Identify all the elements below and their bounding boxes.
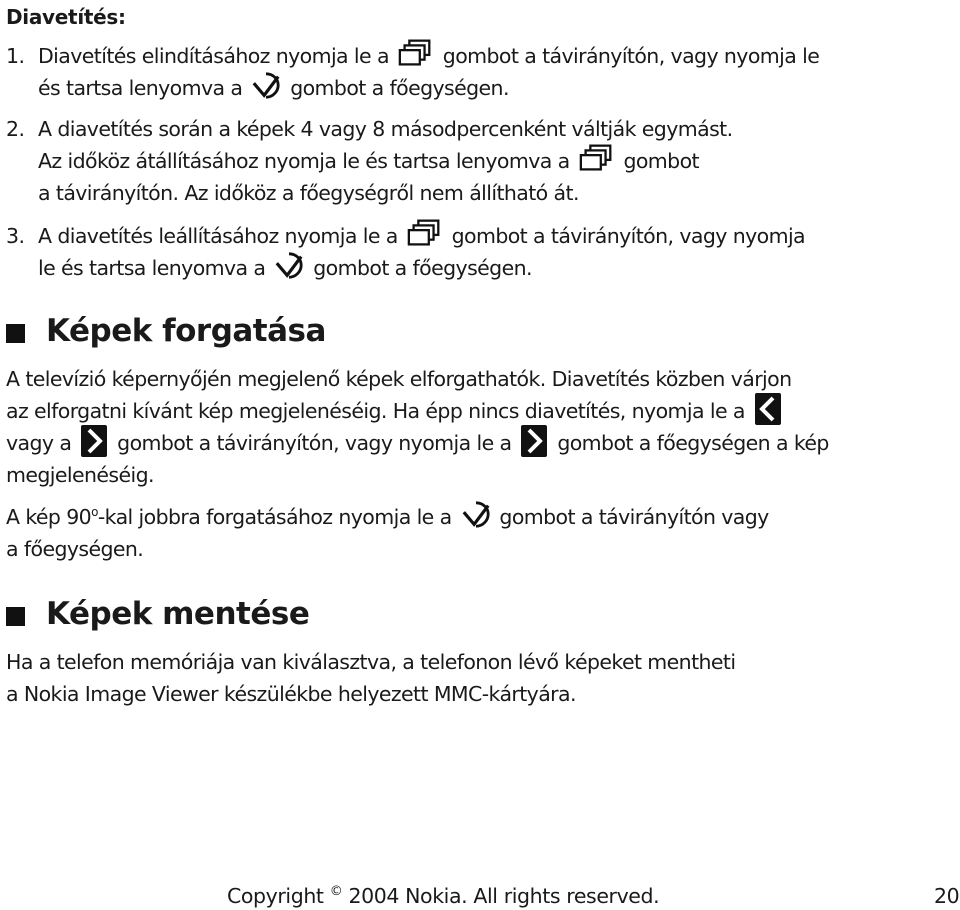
section-bullet <box>6 607 25 630</box>
paragraph-line: vagy a gombot a távirányítón, vagy nyomja le a gombot a főegységen a kép <box>6 431 829 457</box>
select-check-icon <box>273 251 305 281</box>
slideshow-icon <box>406 218 444 248</box>
section-title-forgatas: Képek forgatása <box>46 313 326 349</box>
left-arrow-key-icon <box>755 393 781 425</box>
list-item-number: 1. <box>6 44 25 68</box>
select-check-icon <box>250 71 282 101</box>
list-item-number: 3. <box>6 224 25 248</box>
list-item-text: le és tartsa lenyomva a gombot a főegységen. <box>38 256 532 281</box>
slideshow-icon <box>578 143 616 173</box>
select-check-icon <box>460 500 492 530</box>
list-item-text: Diavetítés elindításához nyomja le a gombot a távirányítón, vagy nyomja le <box>38 44 819 68</box>
paragraph-line: a főegységen. <box>6 537 144 561</box>
list-item-text: A diavetítés során a képek 4 vagy 8 másodpercenként váltják egymást. <box>38 117 733 141</box>
paragraph-line: A kép 90$^o$-kal jobbra forgatásához nyomja le a gombot a távirányítón vagy <box>6 505 769 530</box>
page-number: 20 <box>934 884 960 908</box>
list-item-number: 2. <box>6 117 25 141</box>
section-title-mentes: Képek mentése <box>46 596 310 632</box>
list-item-text: a távirányítón. Az időköz a főegységről nem állítható át. <box>38 181 579 205</box>
paragraph-line: Ha a telefon memóriája van kiválasztva, a telefonon lévő képeket mentheti <box>6 650 736 674</box>
paragraph-line: az elforgatni kívánt kép megjelenéséig. Ha épp nincs diavetítés, nyomja le a <box>6 399 781 425</box>
right-arrow-key-icon <box>81 425 107 457</box>
paragraph-line: a Nokia Image Viewer készülékbe helyezett MMC-kártyára. <box>6 682 576 706</box>
list-item-text: és tartsa lenyomva a gombot a főegységen. <box>38 76 509 101</box>
slideshow-icon <box>397 38 435 68</box>
paragraph-line: megjelenéséig. <box>6 463 154 487</box>
copyright-symbol: © <box>329 884 343 900</box>
copyright-notice: Copyright © 2004 Nokia. All rights reserved. <box>227 884 660 908</box>
list-item-text: Az időköz átállításához nyomja le és tartsa lenyomva a gombot <box>38 149 699 173</box>
section-bullet <box>6 324 25 347</box>
list-item-text: A diavetítés leállításához nyomja le a gombot a távirányítón, vagy nyomja <box>38 224 805 248</box>
section-title-diavetites: Diavetítés: <box>6 5 126 29</box>
paragraph-line: A televízió képernyőjén megjelenő képek elforgathatók. Diavetítés közben várjon <box>6 367 792 391</box>
right-arrow-key-icon <box>521 425 547 457</box>
